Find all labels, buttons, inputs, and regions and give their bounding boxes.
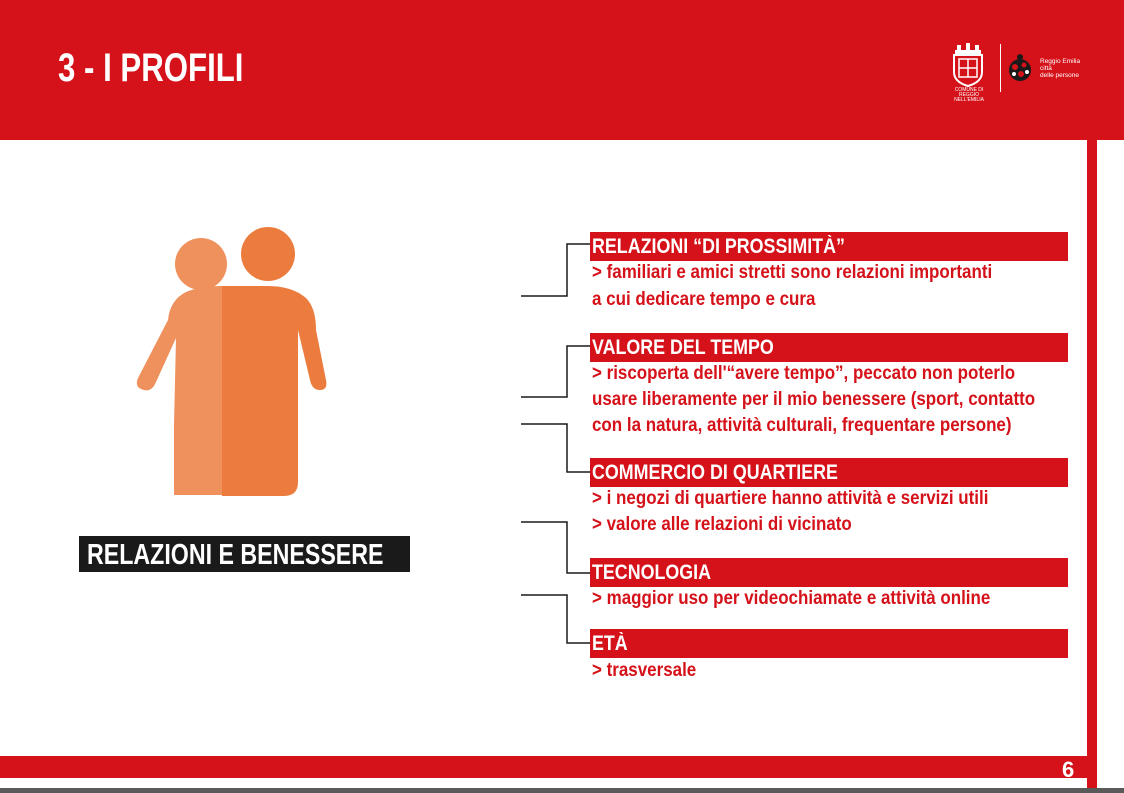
section-title: COMMERCIO DI QUARTIERE — [592, 461, 838, 484]
section-header-relazioni — [590, 232, 1068, 261]
section-text-line: > valore alle relazioni di vicinato — [592, 513, 852, 535]
connector-tempo — [521, 346, 592, 397]
section-header-eta — [590, 629, 1068, 658]
connector-relazioni — [521, 244, 592, 296]
section-text-line: > familiari e amici stretti sono relazioni importanti — [592, 261, 993, 283]
profile-badge-label: RELAZIONI E BENESSERE — [87, 539, 384, 571]
section-text-line: > maggior uso per videochiamate e attività online — [592, 587, 991, 609]
section-text-line: > trasversale — [592, 659, 697, 681]
page-title: 3 - I PROFILI — [58, 46, 244, 90]
section-title: ETÀ — [592, 632, 628, 655]
city-logo-text: Reggio Emilia città delle persone — [1040, 58, 1081, 79]
section-title: TECNOLOGIA — [592, 561, 711, 584]
section-title: RELAZIONI “DI PROSSIMITÀ” — [592, 235, 845, 258]
section-text-line: > i negozi di quartiere hanno attività e servizi utili — [592, 487, 989, 509]
section-text-line: a cui dedicare tempo e cura — [592, 288, 816, 310]
section-text-line: usare liberamente per il mio benessere (sport, contatto — [592, 388, 1036, 410]
crest-caption: COMUNE DI REGGIO NELL'EMILIA — [954, 87, 984, 103]
bottom-edge-line — [0, 788, 1124, 793]
section-header-commercio — [590, 458, 1068, 487]
section-text-line: con la natura, attività culturali, frequentare persone) — [592, 414, 1012, 436]
section-header-tempo — [590, 333, 1068, 362]
connector-tecnologia — [521, 522, 592, 573]
connector-eta — [521, 595, 592, 643]
section-header-tecnologia — [590, 558, 1068, 587]
connector-commercio — [521, 424, 592, 472]
section-title: VALORE DEL TEMPO — [592, 336, 774, 359]
section-text-line: > riscoperta dell'“avere tempo”, peccato non poterlo — [592, 362, 1016, 384]
page-number: 6 — [1062, 757, 1075, 782]
footer-bar — [0, 756, 1097, 778]
